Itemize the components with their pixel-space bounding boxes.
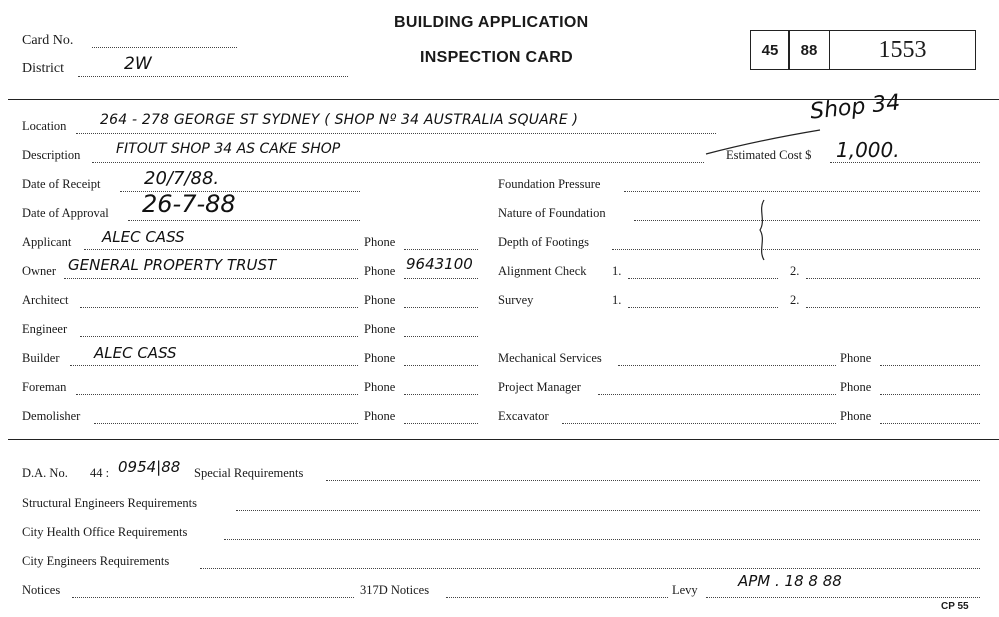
project-manager-label: Project Manager (498, 380, 581, 394)
notices-label: Notices (22, 583, 61, 597)
excavator-line (562, 423, 836, 424)
da-label: D.A. No. (22, 466, 68, 480)
excavator-phone-line (880, 423, 980, 424)
location-label: Location (22, 119, 67, 133)
depth-footings-line (612, 249, 980, 250)
health-line (224, 539, 980, 540)
survey-line1 (628, 307, 778, 308)
ref-box-2 (788, 30, 830, 70)
da-value: 0954|88 (118, 458, 181, 476)
alignment-num1: 1. (612, 264, 622, 278)
mechanical-label: Mechanical Services (498, 351, 602, 365)
annotation-stroke-icon (704, 118, 824, 158)
district-value: 2W (124, 54, 152, 74)
builder-value: ALEC CASS (94, 344, 177, 362)
foundation-pressure-line (624, 191, 980, 192)
card-no-label: Card No. (22, 33, 74, 48)
ref-box-3-value: 1553 (878, 36, 927, 63)
district-label: District (22, 61, 64, 76)
levy-value: APM . 18 8 88 (738, 572, 842, 590)
date-receipt-label: Date of Receipt (22, 177, 101, 191)
demolisher-phone-label: Phone (364, 409, 396, 423)
card-no-line (92, 47, 237, 48)
structural-line (236, 510, 980, 511)
depth-footings-label: Depth of Footings (498, 235, 589, 249)
builder-phone-label: Phone (364, 351, 396, 365)
builder-line (70, 365, 358, 366)
alignment-line1 (628, 278, 778, 279)
health-label: City Health Office Requirements (22, 525, 188, 539)
date-approval-value: 26-7-88 (142, 190, 236, 218)
description-line (92, 162, 704, 163)
owner-phone-line (404, 278, 478, 279)
demolisher-line (94, 423, 358, 424)
architect-line (80, 307, 358, 308)
mechanical-line (618, 365, 836, 366)
excavator-phone-label: Phone (840, 409, 872, 423)
date-approval-label: Date of Approval (22, 206, 109, 220)
alignment-line2 (806, 278, 980, 279)
description-label: Description (22, 148, 81, 162)
notices-317d-label: 317D Notices (360, 583, 430, 597)
owner-value: GENERAL PROPERTY TRUST (68, 256, 277, 274)
levy-line (706, 597, 980, 598)
location-value: 264 - 278 GEORGE ST SYDNEY ( SHOP Nº 34 AUSTRALIA SQUARE ) (100, 112, 579, 128)
special-req-label: Special Requirements (194, 466, 304, 480)
demolisher-label: Demolisher (22, 409, 81, 423)
estimated-cost-value: 1,000. (836, 138, 900, 162)
survey-num1: 1. (612, 293, 622, 307)
alignment-num2: 2. (790, 264, 800, 278)
architect-label: Architect (22, 293, 69, 307)
nature-foundation-line (634, 220, 980, 221)
da-prefix: 44 : (90, 466, 110, 480)
survey-line2 (806, 307, 980, 308)
architect-phone-line (404, 307, 478, 308)
engineer-label: Engineer (22, 322, 68, 336)
applicant-phone-line (404, 249, 478, 250)
project-manager-line (598, 394, 836, 395)
ref-box-1 (750, 30, 790, 70)
structural-label: Structural Engineers Requirements (22, 496, 197, 510)
survey-label: Survey (498, 293, 534, 307)
date-receipt-value: 20/7/88. (144, 168, 220, 189)
date-approval-line (128, 220, 360, 221)
levy-label: Levy (672, 583, 698, 597)
engineer-phone-line (404, 336, 478, 337)
ref-box-1-value: 45 (761, 41, 779, 59)
demolisher-phone-line (404, 423, 478, 424)
estimated-cost-label: Estimated Cost $ (726, 148, 812, 162)
title-line2: INSPECTION CARD (420, 49, 573, 66)
description-value: FITOUT SHOP 34 AS CAKE SHOP (116, 141, 341, 157)
notices-317d-line (446, 597, 668, 598)
nature-foundation-label: Nature of Foundation (498, 206, 606, 220)
builder-label: Builder (22, 351, 60, 365)
owner-phone-label: Phone (364, 264, 396, 278)
location-line (76, 133, 716, 134)
builder-phone-line (404, 365, 478, 366)
project-manager-phone-label: Phone (840, 380, 872, 394)
owner-phone-value: 9643100 (406, 255, 473, 273)
foundation-pressure-label: Foundation Pressure (498, 177, 601, 191)
foreman-phone-label: Phone (364, 380, 396, 394)
owner-line (64, 278, 358, 279)
engineer-line (80, 336, 358, 337)
mechanical-phone-line (880, 365, 980, 366)
foreman-line (76, 394, 358, 395)
engineer-phone-label: Phone (364, 322, 396, 336)
city-eng-line (200, 568, 980, 569)
alignment-label: Alignment Check (498, 264, 587, 278)
project-manager-phone-line (880, 394, 980, 395)
excavator-label: Excavator (498, 409, 549, 423)
foreman-phone-line (404, 394, 478, 395)
architect-phone-label: Phone (364, 293, 396, 307)
footer-code: CP 55 (941, 601, 969, 612)
estimated-cost-line (830, 162, 980, 163)
mechanical-phone-label: Phone (840, 351, 872, 365)
bracket-mark-icon (752, 198, 772, 262)
title-line1: BUILDING APPLICATION (394, 14, 589, 31)
survey-num2: 2. (790, 293, 800, 307)
city-eng-label: City Engineers Requirements (22, 554, 170, 568)
applicant-label: Applicant (22, 235, 72, 249)
applicant-value: ALEC CASS (102, 228, 185, 246)
location-annotation: Shop 34 (808, 90, 902, 125)
owner-label: Owner (22, 264, 57, 278)
ref-box-2-value: 88 (800, 41, 818, 59)
ref-box-3 (829, 30, 976, 70)
applicant-line (84, 249, 358, 250)
special-req-line (326, 480, 980, 481)
divider-middle (8, 439, 999, 440)
notices-line (72, 597, 354, 598)
applicant-phone-label: Phone (364, 235, 396, 249)
foreman-label: Foreman (22, 380, 67, 394)
district-line (78, 76, 348, 77)
